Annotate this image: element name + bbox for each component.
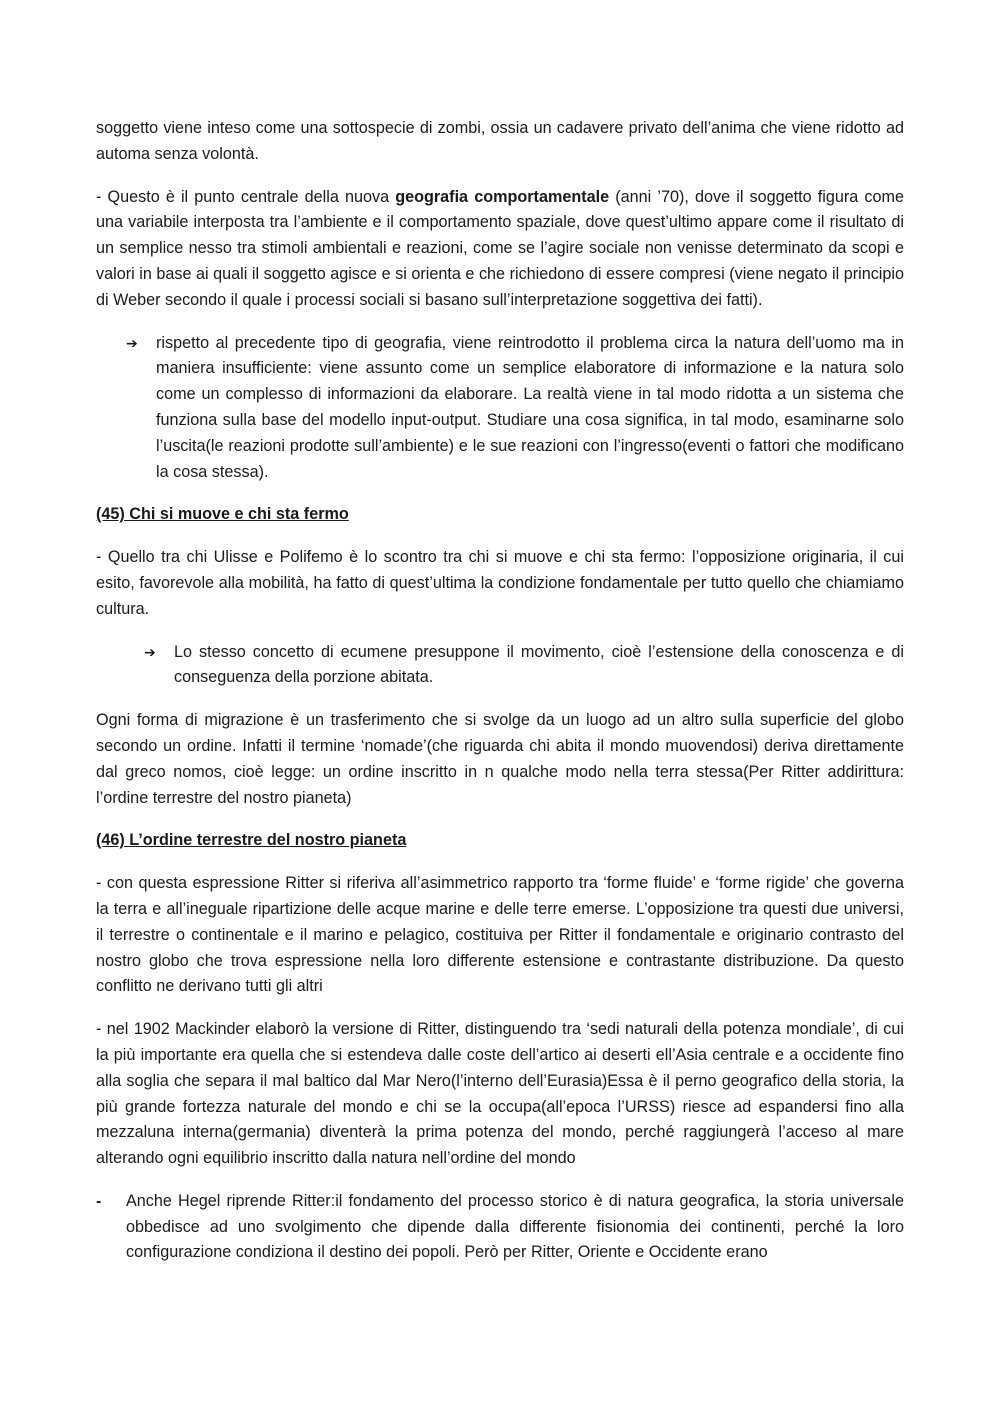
section-heading-45: (45) Chi si muove e chi sta fermo xyxy=(96,505,349,524)
bullet-text: rispetto al precedente tipo di geografia, viene reintrodotto il problema circa la natura dell’uomo ma in maniera insufficiente: viene assunto come un semplice elaboratore di informazione e la natura solo come un complesso di informazioni da elaborare. La realtà viene in tal modo ridotta a un sistema che funziona sulla base del modello input-output. Studiare una cosa significa, in tal modo, esaminarne solo l’uscita(le reazioni prodotte sull’ambiente) e le sue reazioni con l’ingresso(eventi o fattori che modificano la cosa stessa). xyxy=(156,333,904,481)
arrow-bullet-icon: ➔ xyxy=(144,643,156,660)
dash-bullet-icon: - xyxy=(96,1192,102,1210)
arrow-bullet-icon: ➔ xyxy=(126,334,138,351)
dash-bullet-item xyxy=(96,1189,904,1266)
paragraph-behavioral-geography xyxy=(96,185,904,314)
paragraph-text: (anni ’70), dove il soggetto figura come una variabile interposta tra l’ambiente e il comportamento spaziale, dove quest’ultimo appare come il risultato di un semplice nesso tra stimoli ambientali e reazioni, come se l’agire sociale non venisse determinato da scopi e valori in base ai quali il soggetto agisce e si orienta e che richiedono di essere compresi (viene negato il principio di Weber secondo il quale i processi sociali si basano sull’interpretazione soggettiva dei fatti). xyxy=(96,187,904,309)
section-heading-46: (46) L’ordine terrestre del nostro pianeta xyxy=(96,831,407,850)
arrow-bullet-item xyxy=(96,640,904,692)
paragraph-migration: Ogni forma di migrazione è un trasferimento che si svolge da un luogo ad un altro sulla superficie del globo secondo un ordine. Infatti il termine ‘nomade’(che riguarda chi abita il mondo muovendosi) deriva direttamente dal greco nomos, cioè legge: un ordine inscritto in n qualche modo nella terra stessa(Per Ritter addirittura: l’ordine terrestre del nostro pianeta) xyxy=(96,711,904,807)
paragraph-ulisse-polifemo: - Quello tra chi Ulisse e Polifemo è lo scontro tra chi si muove e chi sta fermo: l’opposizione originaria, il cui esito, favorevole alla mobilità, ha fatto di quest’ultima la condizione fondamentale per tutto quello che chiamiamo cultura. xyxy=(96,548,904,618)
paragraph-intro: soggetto viene inteso come una sottospecie di zombi, ossia un cadavere privato dell’anima che viene ridotto ad automa senza volontà. xyxy=(96,119,904,163)
bullet-text: Anche Hegel riprende Ritter:il fondamento del processo storico è di natura geografica, la storia universale obbedisce ad uno svolgimento che dipende dalla differente fisionomia dei continenti, perché la loro configurazione condiziona il destino dei popoli. Però per Ritter, Oriente e Occidente erano xyxy=(126,1191,904,1262)
paragraph-mackinder: - nel 1902 Mackinder elaborò la versione di Ritter, distinguendo tra ‘sedi naturali della potenza mondiale’, di cui la più importante era quella che si estendeva dalle coste dell’artico ai deserti ell’Asia centrale e a occidente fino alla soglia che separa il mal baltico dal Mar Nero(l’interno dell’Eurasia)Essa è il perno geografico della storia, la più grande fortezza naturale del mondo e chi se la occupa(all’epoca l’URSS) riesce ad espandersi fino alla mezzaluna interna(germania) diventerà la prima potenza del mondo, perché raggiungerà l’acceso al mare alterando ogni equilibrio inscritto dalla natura nell’ordine del mondo xyxy=(96,1020,904,1168)
paragraph-ritter: - con questa espressione Ritter si riferiva all’asimmetrico rapporto tra ‘forme fluide’ e ‘forme rigide’ che governa la terra e all’ineguale ripartizione delle acque marine e delle terre emerse. L’opposizione tra questi due universi, il terrestre o continentale e il marino e pelagico, costituiva per Ritter il fondamentale e originario contrasto del nostro globo che trova espressione nella loro differente estensione e contrastante distribuzione. Da questo conflitto ne derivano tutti gli altri xyxy=(96,874,904,996)
document-page xyxy=(96,116,904,1283)
bold-term: geografia comportamentale xyxy=(395,187,610,206)
paragraph-text: - Questo è il punto centrale della nuova xyxy=(96,187,396,206)
bullet-text: Lo stesso concetto di ecumene presuppone il movimento, cioè l’estensione della conoscenza e di conseguenza della porzione abitata. xyxy=(174,642,904,687)
arrow-bullet-item xyxy=(96,331,904,486)
